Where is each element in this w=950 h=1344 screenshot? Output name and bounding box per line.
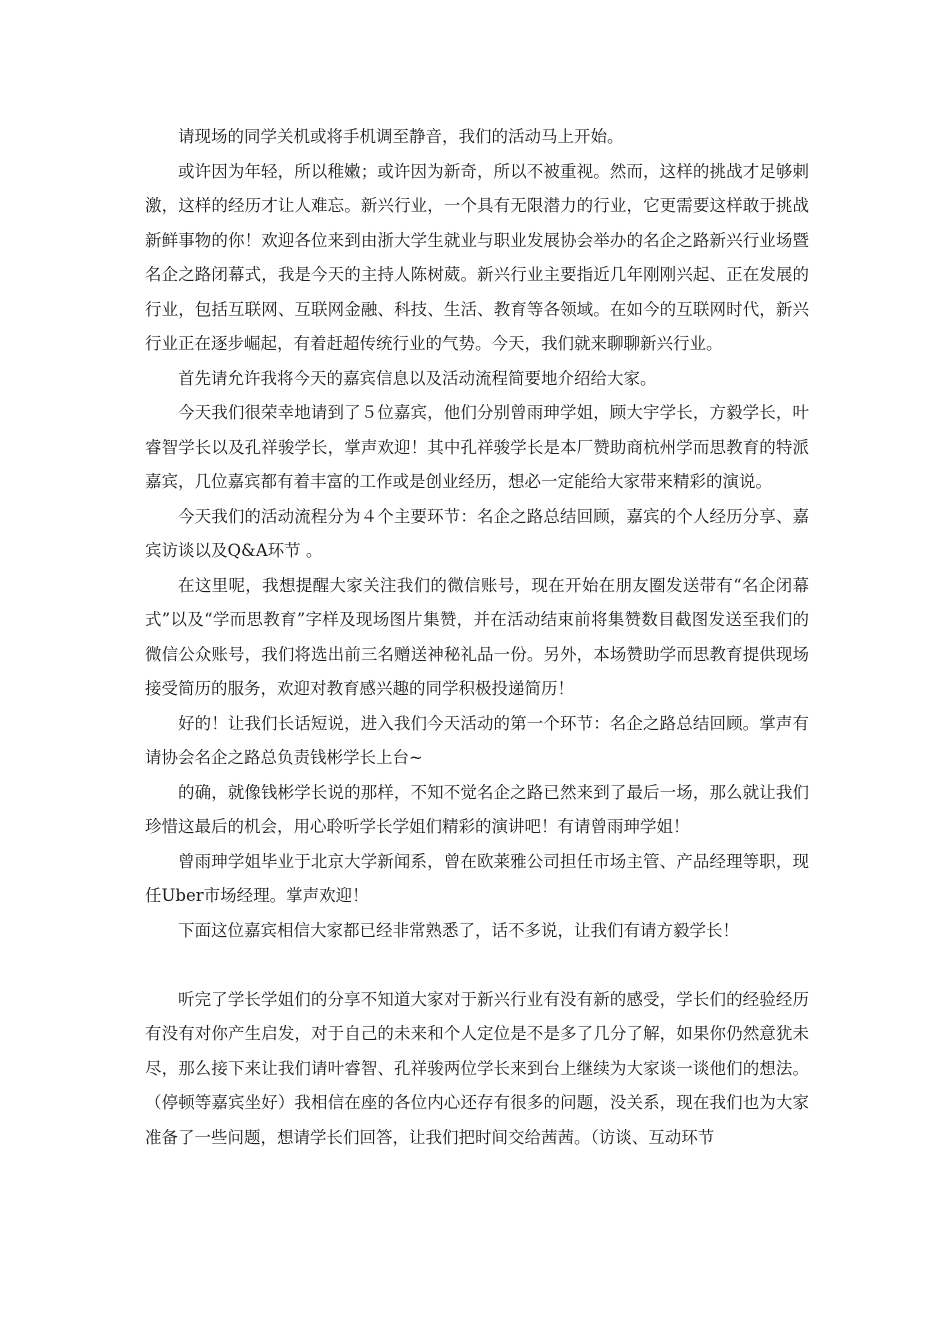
paragraph-opening-welcome: 或许因为年轻，所以稚嫩；或许因为新奇，所以不被重视。然而，这样的挑战才足够刺激，这样的经历才让人难忘。新兴行业，一个具有无限潜力的行业，它更需要这样敢于挑战新鲜事物的你！欢迎各位来到由浙大学生就业与职业发展协会举办的名企之路新兴行业场暨名企之路闭幕式，我是今天的主持人陈树葳。新兴行业主要指近几年刚刚兴起、正在发展的行业，包括互联网、互联网金融、科技、生活、教育等各领域。在如今的互联网时代，新兴行业正在逐步崛起，有着赶超传统行业的气势。今天，我们就来聊聊新兴行业。	[145, 161, 809, 353]
document-body	[145, 120, 809, 1155]
paragraph-intro-agenda: 首先请允许我将今天的嘉宾信息以及活动流程简要地介绍给大家。	[178, 368, 657, 388]
paragraph-interview-segment: 听完了学长学姐们的分享不知道大家对于新兴行业有没有新的感受，学长们的经验经历有没有对你产生启发，对于自己的未来和个人定位是不是多了几分了解，如果你仍然意犹未尽，那么接下来让我们请叶睿智、孔祥骏两位学长来到台上继续为大家谈一谈他们的想法。（停顿等嘉宾坐好）我相信在座的各位内心还存有很多的问题，没关系，现在我们也为大家准备了一些问题，想请学长们回答，让我们把时间交给茜茜。（访谈、互动环节	[145, 989, 809, 1147]
paragraph-program-flow: 今天我们的活动流程分为４个主要环节：名企之路总结回顾，嘉宾的个人经历分享、嘉宾访谈以及Q&A环节 。	[145, 506, 809, 560]
paragraph-silence-notice: 请现场的同学关机或将手机调至静音，我们的活动马上开始。	[178, 127, 624, 146]
paragraph-first-segment: 好的！让我们长话短说，进入我们今天活动的第一个环节：名企之路总结回顾。掌声有请协会名企之路总负责钱彬学长上台~	[145, 713, 809, 767]
paragraph-wechat-notice: 在这里呢，我想提醒大家关注我们的微信账号，现在开始在朋友圈发送带有“名企闭幕式”以及“学而思教育”字样及现场图片集赞，并在活动结束前将集赞数目截图发送至我们的微信公众账号，我们将选出前三名赠送神秘礼品一份。另外，本场赞助学而思教育提供现场接受简历的服务，欢迎对教育感兴趣的同学积极投递简历！	[145, 575, 809, 698]
paragraph-guests: 今天我们很荣幸地请到了５位嘉宾，他们分别曾雨珅学姐，顾大宇学长，方毅学长，叶睿智学长以及孔祥骏学长，掌声欢迎！其中孔祥骏学长是本厂赞助商杭州学而思教育的特派嘉宾，几位嘉宾都有着丰富的工作或是创业经历，想必一定能给大家带来精彩的演说。	[145, 403, 809, 491]
paragraph-guest-bio: 曾雨珅学姐毕业于北京大学新闻系，曾在欧莱雅公司担任市场主管、产品经理等职，现任Uber市场经理。掌声欢迎！	[145, 851, 809, 905]
paragraph-last-session: 的确，就像钱彬学长说的那样，不知不觉名企之路已然来到了最后一场，那么就让我们珍惜这最后的机会，用心聆听学长学姐们精彩的演讲吧！有请曾雨珅学姐！	[145, 782, 809, 836]
paragraph-next-guest: 下面这位嘉宾相信大家都已经非常熟悉了，话不多说，让我们有请方毅学长！	[178, 920, 739, 940]
